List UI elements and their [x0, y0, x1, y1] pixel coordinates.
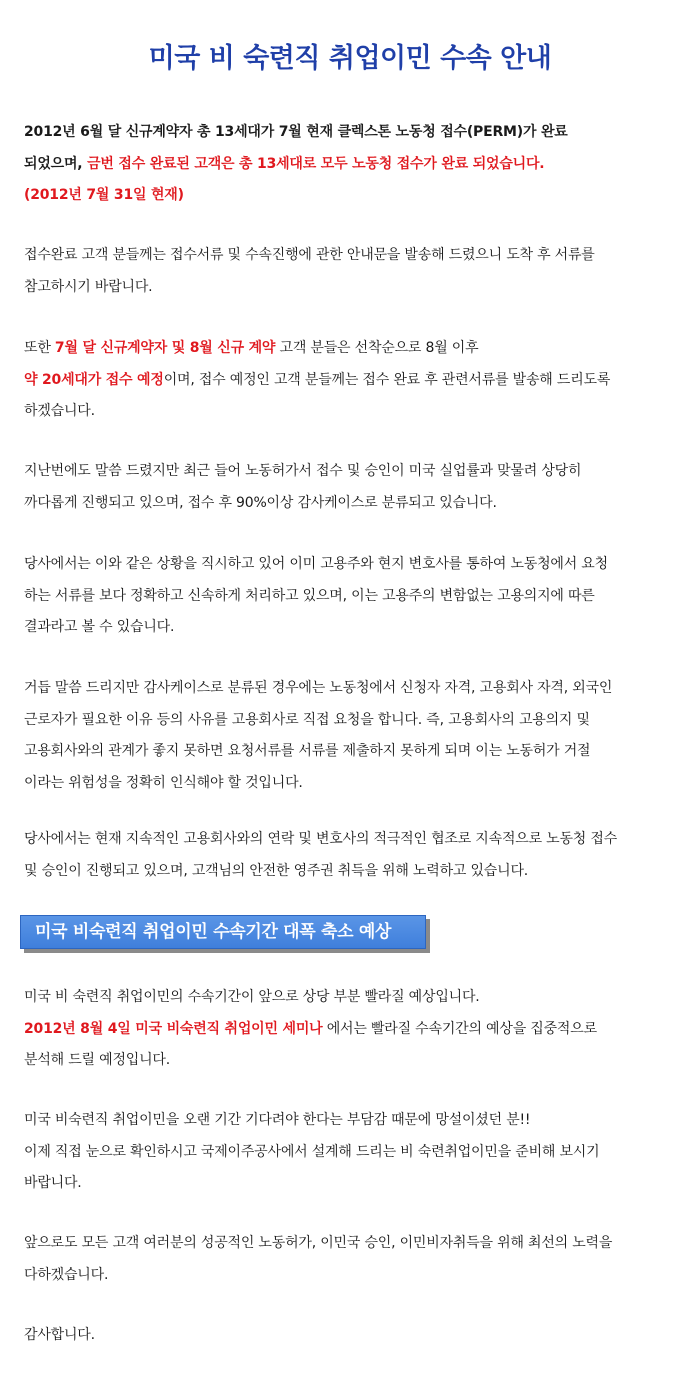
status-line-2: 되었으며, 금번 접수 완료된 고객은 총 13세대로 모두 노동청 접수가 완료 되었습니다. [24, 155, 545, 172]
notice-paragraph [24, 240, 684, 303]
audit-paragraph [24, 456, 684, 519]
promise-paragraph [24, 1228, 684, 1291]
invite-line-3: 바랍니다. [24, 1175, 82, 1191]
schedule-line-2: 약 20세대가 접수 예정이며, 접수 예정인 고객 분들께는 접수 완료 후 관련서류를 발송해 드리도록 [24, 371, 611, 388]
handling-line-1: 당사에서는 이와 같은 상황을 직시하고 있어 이미 고용주와 현지 변호사를 통하여 노동청에서 요청 [24, 556, 608, 572]
status-highlight: 금번 접수 완료된 고객은 총 13세대로 모두 노동청 접수가 완료 되었습니다. [87, 155, 545, 172]
risk-paragraph [24, 673, 684, 799]
seminar-highlight: 2012년 8월 4일 미국 비숙련직 취업이민 세미나 [24, 1020, 323, 1037]
seminar-paragraph [24, 982, 684, 1077]
handling-line-2: 하는 서류를 보다 정확하고 신속하게 처리하고 있으며, 이는 고용주의 변함없는 고용의지에 따른 [24, 587, 595, 604]
schedule-paragraph [24, 333, 684, 428]
invite-line-1: 미국 비숙련직 취업이민을 오랜 기간 기다려야 한다는 부담감 때문에 망설이셨던 분!! [24, 1112, 531, 1128]
notice-line-1: 접수완료 고객 분들께는 접수서류 및 수속진행에 관한 안내문을 발송해 드렸으니 도착 후 서류를 [24, 247, 595, 263]
notice-line-2: 참고하시기 바랍니다. [24, 278, 153, 295]
page-title: 미국 비 숙련직 취업이민 수속 안내 [148, 43, 552, 74]
schedule-highlight-2: 약 20세대가 접수 예정 [24, 371, 164, 388]
seminar-line-3: 분석해 드릴 예정입니다. [24, 1052, 170, 1068]
invite-paragraph [24, 1105, 684, 1200]
effort-line-1: 당사에서는 현재 지속적인 고용회사와의 연락 및 변호사의 적극적인 협조로 지속적으로 노동청 접수 [24, 831, 618, 847]
risk-line-1: 거듭 말씀 드리지만 감사케이스로 분류된 경우에는 노동청에서 신청자 자격, 고용회사 자격, 외국인 [24, 680, 613, 696]
risk-line-4: 이라는 위험성을 정확히 인식해야 할 것입니다. [24, 774, 303, 791]
status-paragraph [24, 117, 684, 212]
schedule-line-3: 하겠습니다. [24, 403, 95, 419]
handling-line-3: 결과라고 볼 수 있습니다. [24, 619, 175, 635]
handling-paragraph [24, 549, 684, 644]
schedule-line-1: 또한 7월 달 신규계약자 및 8월 신규 계약 고객 분들은 선착순으로 8월 이후 [24, 340, 479, 356]
effort-paragraph [24, 824, 684, 887]
audit-line-1: 지난번에도 말씀 드렸지만 최근 들어 노동허가서 접수 및 승인이 미국 실업률과 맞물려 상당히 [24, 463, 582, 479]
closing-text: 감사합니다. [24, 1327, 95, 1343]
seminar-line-1: 미국 비 숙련직 취업이민의 수속기간이 앞으로 상당 부분 빨라질 예상입니다. [24, 989, 480, 1005]
audit-line-2: 까다롭게 진행되고 있으며, 접수 후 90%이상 감사케이스로 분류되고 있습니다. [24, 494, 497, 511]
promise-line-2: 다하겠습니다. [24, 1266, 109, 1283]
invite-line-2: 이제 직접 눈으로 확인하시고 국제이주공사에서 설계해 드리는 비 숙련취업이민을 준비해 보시기 [24, 1143, 600, 1160]
risk-line-2: 근로자가 필요한 이유 등의 사유를 고용회사로 직접 요청을 합니다. 즉, 고용회사의 고용의지 및 [24, 711, 590, 728]
status-line-1: 2012년 6월 달 신규계약자 총 13세대가 7월 현재 클렉스톤 노동청 접수(PERM)가 완료 [24, 124, 568, 140]
effort-line-2: 및 승인이 진행되고 있으며, 고객님의 안전한 영주권 취득을 위해 노력하고 있습니다. [24, 862, 529, 879]
closing-paragraph [24, 1320, 684, 1352]
status-date: (2012년 7월 31일 현재) [24, 187, 184, 203]
promise-line-1: 앞으로도 모든 고객 여러분의 성공적인 노동허가, 이민국 승인, 이민비자취득을 위해 최선의 노력을 [24, 1235, 613, 1251]
risk-line-3: 고용회사와의 관계가 좋지 못하면 요청서류를 서류를 제출하지 못하게 되며 이는 노동허가 거절 [24, 743, 591, 759]
schedule-highlight-1: 7월 달 신규계약자 및 8월 신규 계약 [54, 340, 276, 356]
section-banner: 미국 비숙련직 취업이민 수속기간 대폭 축소 예상 [20, 915, 426, 949]
seminar-line-2: 2012년 8월 4일 미국 비숙련직 취업이민 세미나 에서는 빨라질 수속기간의 예상을 집중적으로 [24, 1020, 597, 1037]
